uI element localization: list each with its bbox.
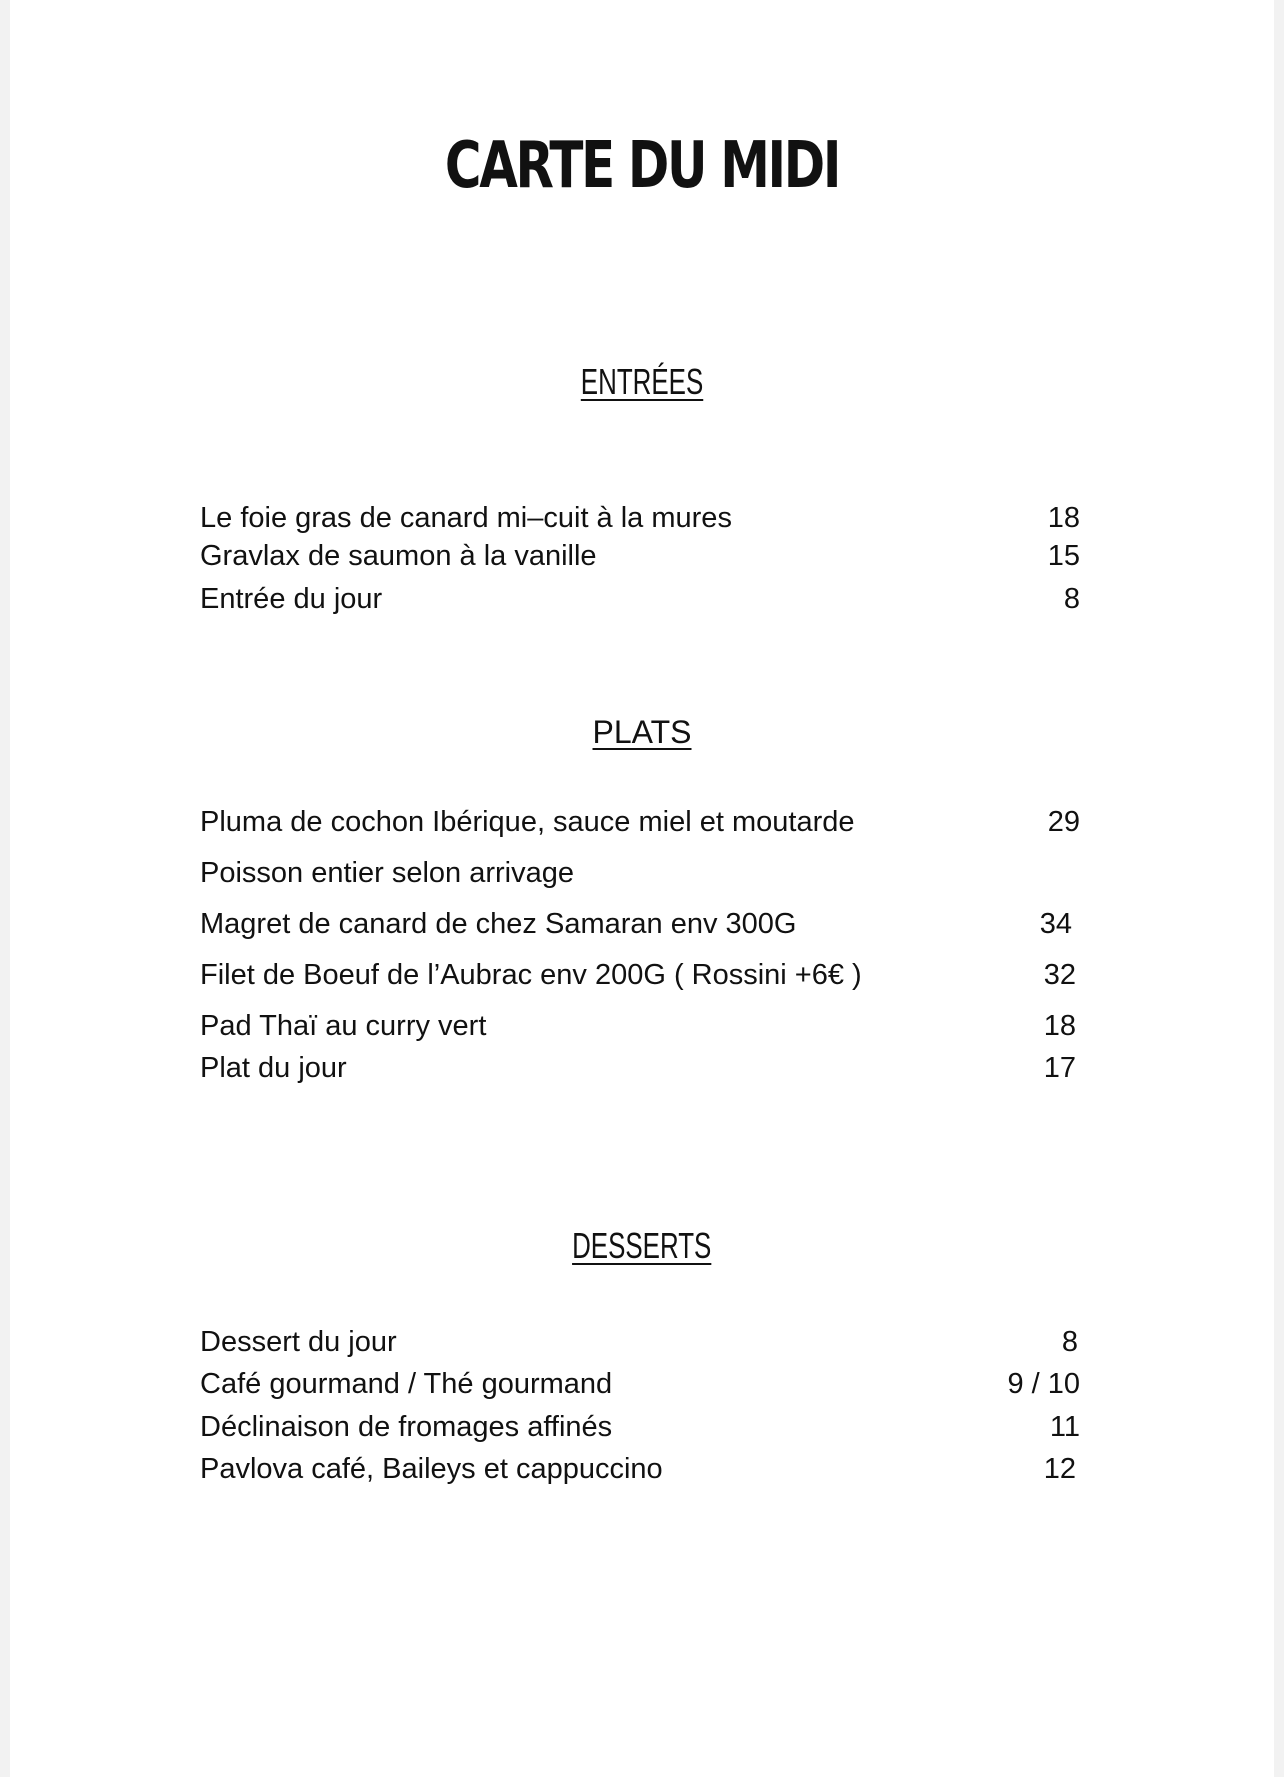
menu-item-price: 11	[1049, 1411, 1080, 1443]
menu-item	[200, 579, 1080, 619]
section-heading-plats: PLATS	[592, 714, 692, 750]
menu-item-name: Gravlax de saumon à la vanille	[200, 540, 597, 572]
menu-item-name: Entrée du jour	[200, 583, 383, 615]
menu-item-price: 12	[1043, 1453, 1076, 1485]
menu-item-name: Pad Thaï au curry vert	[200, 1010, 487, 1042]
menu-item	[200, 1364, 1080, 1404]
menu-item	[200, 1048, 1080, 1088]
menu-item-price: 17	[1043, 1052, 1076, 1084]
menu-item	[200, 904, 1080, 944]
menu-item	[200, 1407, 1080, 1447]
menu-item	[200, 955, 1080, 995]
menu-item	[200, 498, 1080, 538]
section-heading-desserts: DESSERTS	[572, 1225, 712, 1266]
menu-item	[200, 536, 1080, 576]
menu-item-price: 8	[1063, 583, 1080, 615]
menu-item-name: Filet de Boeuf de l’Aubrac env 200G ( Rossini +6€ )	[200, 959, 862, 991]
menu-item-price: 18	[1047, 502, 1080, 534]
menu-item-price: 34	[1039, 908, 1072, 940]
menu-item-price: 8	[1061, 1326, 1078, 1358]
menu-item-price: 32	[1043, 959, 1076, 991]
menu-item-name: Plat du jour	[200, 1052, 347, 1084]
menu-item	[200, 1006, 1080, 1046]
menu-item-price: 15	[1047, 540, 1080, 572]
menu-item-name: Pluma de cochon Ibérique, sauce miel et moutarde	[200, 806, 855, 838]
menu-item-price: 18	[1043, 1010, 1076, 1042]
menu-item-name: Le foie gras de canard mi–cuit à la mures	[200, 502, 732, 534]
menu-item	[200, 1322, 1080, 1362]
menu-item-name: Magret de canard de chez Samaran env 300G	[200, 908, 797, 940]
menu-item	[200, 1449, 1080, 1489]
menu-item-name: Dessert du jour	[200, 1326, 397, 1358]
section-heading-entrees: ENTRÉES	[580, 361, 704, 402]
menu-item-price: 29	[1047, 806, 1080, 838]
menu-item	[200, 802, 1080, 842]
menu-item	[200, 853, 1080, 893]
menu-title: CARTE DU MIDI	[444, 129, 840, 203]
menu-item-name: Déclinaison de fromages affinés	[200, 1411, 613, 1443]
menu-item-price: 9 / 10	[1007, 1368, 1080, 1400]
menu-item-name: Pavlova café, Baileys et cappuccino	[200, 1453, 663, 1485]
menu-item-name: Café gourmand / Thé gourmand	[200, 1368, 613, 1400]
menu-item-name: Poisson entier selon arrivage	[200, 857, 574, 889]
